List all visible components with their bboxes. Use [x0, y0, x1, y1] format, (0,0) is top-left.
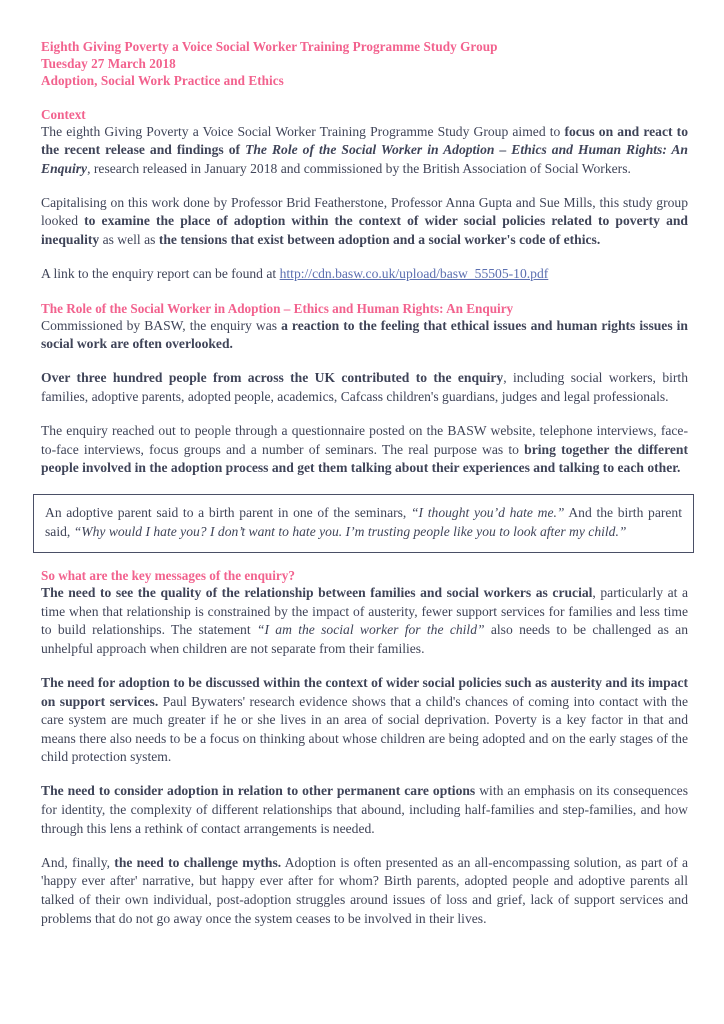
key-messages-paragraph-4	[41, 854, 688, 928]
text-run: Commissioned by BASW, the enquiry was	[41, 317, 282, 333]
bold-run: a reaction to the feeling that ethical issues and human rights issues in social work are often overlooked.	[41, 317, 688, 352]
bold-italic-run: The Role of the Social Worker in Adoption – Ethics and Human Rights: An Enquiry	[41, 142, 688, 176]
text-run: An adoptive parent said to a birth parent in one of the seminars,	[45, 504, 411, 520]
quote-callout-box	[33, 494, 694, 553]
text-run: also needs to be challenged as an unhelpful approach when children are not separate from their families.	[41, 622, 688, 656]
bold-run: the need to challenge myths.	[114, 854, 282, 870]
bold-run: The need to see the quality of the relationship between families and social workers as crucial	[41, 585, 593, 601]
title-line-1: Eighth Giving Poverty a Voice Social Worker Training Programme Study Group	[41, 39, 498, 54]
bold-run: The need for adoption to be discussed within the context of wider social policies such as austerity and its impact on support services.	[41, 674, 688, 709]
text-run: Paul Bywaters' research evidence shows that a child's chances of coming into contact with the care system are much greater if he or she lives in an area of social deprivation. Poverty is a key factor in that and means there also needs to be a focus on thinking about whose children are being adopted and on the early stages of the child protection system.	[41, 693, 688, 765]
context-paragraph-1	[41, 123, 688, 179]
quote-text	[45, 504, 682, 541]
enquiry-report-link[interactable]: http://cdn.basw.co.uk/upload/basw_55505-10.pdf	[279, 266, 549, 282]
bold-run: The need to consider adoption in relation to other permanent care options	[41, 783, 476, 799]
italic-quote-run: “I thought you’d hate me.”	[411, 504, 565, 520]
text-run: And the birth parent said,	[45, 504, 683, 539]
text-run: as well as	[99, 232, 159, 248]
bold-run: to examine the place of adoption within the context of wider social policies related to poverty and inequality	[41, 213, 688, 248]
key-messages-paragraph-3	[41, 782, 688, 838]
enquiry-paragraph-1	[41, 317, 688, 354]
enquiry-paragraph-3	[41, 422, 688, 478]
text-run: Capitalising on this work done by Professor Brid Featherstone, Professor Anna Gupta and Sue Mills, this study group looked	[41, 194, 688, 229]
bold-run: Over three hundred people from across the UK contributed to the enquiry	[41, 370, 504, 386]
section-heading-context: Context	[41, 106, 86, 122]
bold-run: focus on and react to the recent release and findings of	[41, 123, 688, 158]
text-run: , particularly at a time when that relationship is constrained by the impact of austerity, fewer support services for families and less time to build relationships. The statement	[41, 585, 688, 638]
italic-quote-run: “Why would I hate you? I don’t want to hate you. I’m trusting people like you to look after my child.”	[73, 523, 627, 539]
section-heading-key-messages: So what are the key messages of the enquiry?	[41, 568, 295, 584]
text-run: with an emphasis on its consequences for identity, the complexity of different relationships that abound, including half-families and step-families, and how through this lens a rethink of contact arrangements is needed.	[41, 783, 688, 836]
key-messages-paragraph-2	[41, 674, 688, 767]
text-run: The enquiry reached out to people through a questionnaire posted on the BASW website, telephone interviews, face-to-face interviews, focus groups and a number of seminars. The real purpose was to	[41, 423, 688, 457]
title-line-3: Adoption, Social Work Practice and Ethics	[41, 73, 284, 89]
key-messages-paragraph-1	[41, 584, 688, 658]
text-run: Adoption is often presented as an all-encompassing solution, as part of a 'happy ever after' narrative, but happy ever after for whom? Birth parents, adopted people and adoptive parents all talked of their own individual, post-adoption struggles around issues of loss and grief, lack of support services and problems that do not go away once the system ceases to be involved in their lives.	[41, 854, 689, 926]
bold-run: the tensions that exist between adoption and a social worker's code of ethics.	[158, 232, 601, 248]
text-run: , research released in January 2018 and commissioned by the British Association of Social Workers.	[87, 160, 631, 176]
context-paragraph-2	[41, 194, 688, 250]
document-title	[41, 38, 688, 90]
bold-run: bring together the different people involved in the adoption process and get them talking about their experiences and talking to each other.	[41, 441, 688, 476]
text-run: A link to the enquiry report can be found at	[41, 266, 280, 282]
italic-run: “I am the social worker for the child”	[256, 622, 485, 638]
text-run: And, finally,	[41, 854, 115, 870]
text-run: The eighth Giving Poverty a Voice Social Worker Training Programme Study Group aimed to	[41, 123, 565, 139]
title-line-2: Tuesday 27 March 2018	[41, 56, 176, 72]
context-paragraph-3	[41, 265, 688, 284]
enquiry-paragraph-2	[41, 369, 688, 406]
section-heading-enquiry: The Role of the Social Worker in Adoption – Ethics and Human Rights: An Enquiry	[41, 300, 514, 316]
text-run: , including social workers, birth families, adoptive parents, adopted people, academics, Cafcass children's guardians, judges and legal professionals.	[41, 370, 688, 405]
